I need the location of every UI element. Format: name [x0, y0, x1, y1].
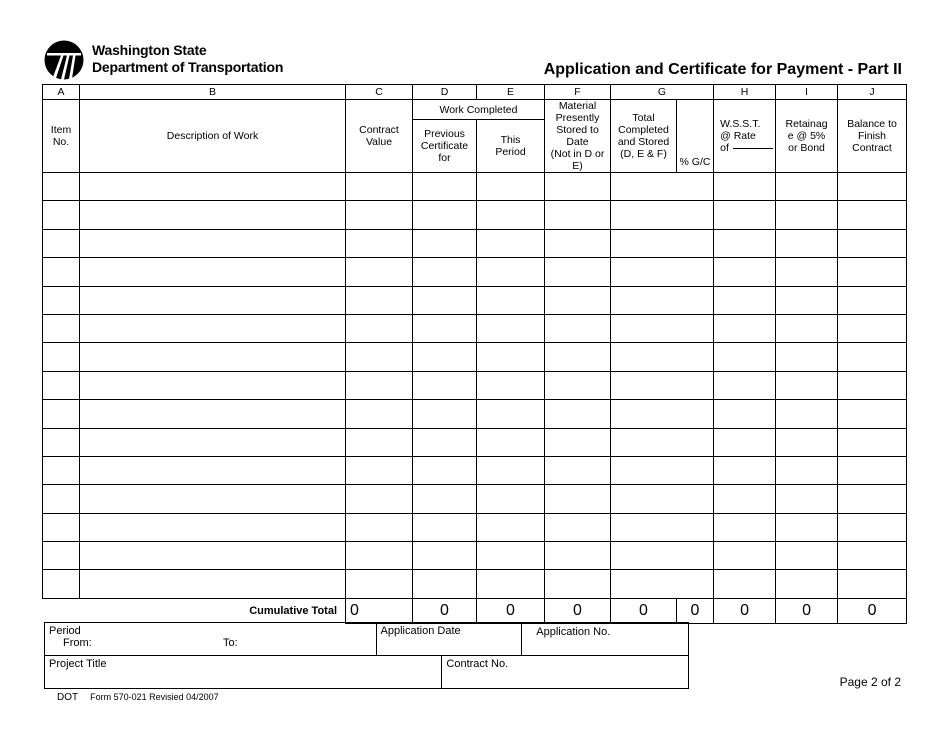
previous-certificate-cell[interactable]	[413, 428, 477, 456]
pct-gc-header: % G/C	[677, 100, 714, 173]
material-cell[interactable]	[545, 485, 611, 513]
retainage-cell[interactable]	[776, 258, 838, 286]
wsst-cell[interactable]	[714, 428, 776, 456]
retainage-cell[interactable]	[776, 201, 838, 229]
retainage-cell[interactable]	[776, 570, 838, 598]
material-cell[interactable]	[545, 229, 611, 257]
material-cell[interactable]	[545, 456, 611, 484]
table-row	[43, 201, 907, 229]
previous-certificate-cell[interactable]	[413, 343, 477, 371]
previous-certificate-cell[interactable]	[413, 173, 477, 201]
contract-value-cell[interactable]	[346, 314, 413, 342]
contract-value-cell[interactable]	[346, 371, 413, 399]
application-date-field[interactable]: Application Date	[376, 623, 522, 656]
retainage-cell[interactable]	[776, 513, 838, 541]
col-letter-b: B	[80, 85, 346, 100]
previous-certificate-cell[interactable]	[413, 201, 477, 229]
item-no-cell[interactable]	[43, 201, 80, 229]
retainage-cell[interactable]	[776, 173, 838, 201]
balance-cell[interactable]	[838, 570, 907, 598]
contract-value-cell[interactable]	[346, 400, 413, 428]
material-cell[interactable]	[545, 513, 611, 541]
previous-certificate-cell[interactable]	[413, 456, 477, 484]
wsst-cell[interactable]	[714, 485, 776, 513]
balance-cell[interactable]	[838, 173, 907, 201]
work-completed-header: Work Completed	[413, 100, 545, 120]
wsst-cell[interactable]	[714, 542, 776, 570]
description-cell[interactable]	[80, 173, 346, 201]
retainage-cell[interactable]	[776, 229, 838, 257]
to-label: To:	[223, 637, 238, 649]
wsst-cell[interactable]	[714, 286, 776, 314]
retainage-cell[interactable]	[776, 314, 838, 342]
this-period-cell[interactable]	[477, 201, 545, 229]
this-period-cell[interactable]	[477, 542, 545, 570]
previous-certificate-cell[interactable]	[413, 314, 477, 342]
description-cell[interactable]	[80, 286, 346, 314]
table-row	[43, 542, 907, 570]
total-completed-header: Total Completed and Stored (D, E & F)	[611, 100, 677, 173]
material-cell[interactable]	[545, 286, 611, 314]
table-row	[43, 229, 907, 257]
wsst-cell[interactable]	[714, 371, 776, 399]
previous-certificate-cell[interactable]	[413, 229, 477, 257]
table-row	[43, 371, 907, 399]
previous-certificate-header: Previous Certificate for	[413, 120, 477, 173]
material-cell[interactable]	[545, 542, 611, 570]
retainage-cell[interactable]	[776, 286, 838, 314]
retainage-cell[interactable]	[776, 428, 838, 456]
header-row	[43, 100, 907, 120]
item-no-cell[interactable]	[43, 314, 80, 342]
description-cell[interactable]	[80, 201, 346, 229]
retainage-cell[interactable]	[776, 542, 838, 570]
footer-form-number: Form 570-021 Revisied 04/2007	[90, 692, 219, 702]
description-cell[interactable]	[80, 314, 346, 342]
material-cell[interactable]	[545, 343, 611, 371]
material-cell[interactable]	[545, 314, 611, 342]
contract-value-header: Contract Value	[346, 100, 413, 173]
contract-value-cell[interactable]	[346, 201, 413, 229]
total-completed-cell[interactable]	[611, 456, 714, 484]
description-cell[interactable]	[80, 456, 346, 484]
wsdot-logo-icon	[44, 40, 84, 80]
this-period-cell[interactable]	[477, 570, 545, 598]
total-pct-gc[interactable]: 0	[677, 598, 714, 623]
previous-certificate-cell[interactable]	[413, 286, 477, 314]
total-retainage[interactable]: 0	[776, 598, 838, 623]
total-balance[interactable]: 0	[838, 598, 907, 623]
col-letter-j: J	[838, 85, 907, 100]
page-number: Page 2 of 2	[839, 675, 901, 689]
col-letter-i: I	[776, 85, 838, 100]
wsst-cell[interactable]	[714, 570, 776, 598]
material-cell[interactable]	[545, 570, 611, 598]
this-period-cell[interactable]	[477, 428, 545, 456]
item-no-cell[interactable]	[43, 513, 80, 541]
this-period-cell[interactable]	[477, 173, 545, 201]
info-table	[44, 622, 689, 689]
item-no-cell[interactable]	[43, 173, 80, 201]
item-no-cell[interactable]	[43, 258, 80, 286]
balance-header: Balance to Finish Contract	[838, 100, 907, 173]
cumulative-total-row	[43, 598, 907, 623]
item-no-cell[interactable]	[43, 570, 80, 598]
retainage-header: Retainag e @ 5% or Bond	[776, 100, 838, 173]
retainage-cell[interactable]	[776, 343, 838, 371]
description-header: Description of Work	[80, 100, 346, 173]
previous-certificate-cell[interactable]	[413, 258, 477, 286]
description-cell[interactable]	[80, 229, 346, 257]
contract-value-cell[interactable]	[346, 570, 413, 598]
item-no-cell[interactable]	[43, 343, 80, 371]
this-period-cell[interactable]	[477, 371, 545, 399]
wsst-cell[interactable]	[714, 456, 776, 484]
total-completed-cell[interactable]	[611, 343, 714, 371]
footer-dot: DOT	[57, 692, 79, 703]
wsst-header: W.S.S.T. @ Rate of	[714, 100, 776, 173]
total-previous-certificate[interactable]: 0	[413, 598, 477, 623]
balance-cell[interactable]	[838, 314, 907, 342]
table-row	[43, 286, 907, 314]
this-period-cell[interactable]	[477, 229, 545, 257]
payment-table	[42, 84, 907, 624]
retainage-cell[interactable]	[776, 485, 838, 513]
contract-value-cell[interactable]	[346, 286, 413, 314]
balance-cell[interactable]	[838, 456, 907, 484]
contract-value-cell[interactable]	[346, 229, 413, 257]
item-no-cell[interactable]	[43, 229, 80, 257]
balance-cell[interactable]	[838, 258, 907, 286]
col-letter-c: C	[346, 85, 413, 100]
contract-value-cell[interactable]	[346, 456, 413, 484]
total-completed-cell[interactable]	[611, 229, 714, 257]
cumulative-total-label: Cumulative Total	[80, 598, 346, 623]
retainage-cell[interactable]	[776, 456, 838, 484]
description-cell[interactable]	[80, 258, 346, 286]
contract-value-cell[interactable]	[346, 428, 413, 456]
material-cell[interactable]	[545, 371, 611, 399]
balance-cell[interactable]	[838, 229, 907, 257]
table-row	[43, 570, 907, 598]
material-cell[interactable]	[545, 258, 611, 286]
table-row	[43, 456, 907, 484]
wsst-cell[interactable]	[714, 314, 776, 342]
col-letter-a: A	[43, 85, 80, 100]
item-no-cell[interactable]	[43, 286, 80, 314]
previous-certificate-cell[interactable]	[413, 570, 477, 598]
wsst-cell[interactable]	[714, 400, 776, 428]
retainage-cell[interactable]	[776, 400, 838, 428]
total-completed-cell[interactable]	[611, 570, 714, 598]
material-cell[interactable]	[545, 201, 611, 229]
item-no-cell[interactable]	[43, 428, 80, 456]
item-no-header: Item No.	[43, 100, 80, 173]
wsst-cell[interactable]	[714, 201, 776, 229]
table-row	[43, 258, 907, 286]
wsst-cell[interactable]	[714, 513, 776, 541]
balance-cell[interactable]	[838, 371, 907, 399]
total-material[interactable]: 0	[545, 598, 611, 623]
description-cell[interactable]	[80, 513, 346, 541]
col-letter-d: D	[413, 85, 477, 100]
item-no-cell[interactable]	[43, 371, 80, 399]
previous-certificate-cell[interactable]	[413, 513, 477, 541]
contract-value-cell[interactable]	[346, 513, 413, 541]
wsst-cell[interactable]	[714, 343, 776, 371]
application-no-field[interactable]: Application No.	[522, 623, 689, 656]
previous-certificate-cell[interactable]	[413, 400, 477, 428]
balance-cell[interactable]	[838, 542, 907, 570]
total-contract-value[interactable]: 0	[346, 598, 413, 623]
period-field[interactable]: Period From: To:	[45, 623, 377, 656]
description-cell[interactable]	[80, 542, 346, 570]
previous-certificate-cell[interactable]	[413, 371, 477, 399]
description-cell[interactable]	[80, 371, 346, 399]
this-period-cell[interactable]	[477, 456, 545, 484]
wsst-cell[interactable]	[714, 173, 776, 201]
project-title-field[interactable]: Project Title	[45, 656, 442, 689]
balance-cell[interactable]	[838, 428, 907, 456]
item-no-cell[interactable]	[43, 400, 80, 428]
description-cell[interactable]	[80, 428, 346, 456]
material-cell[interactable]	[545, 173, 611, 201]
agency-name-line1: Washington State	[92, 42, 207, 58]
column-letter-row	[43, 85, 907, 100]
this-period-cell[interactable]	[477, 513, 545, 541]
table-row	[43, 513, 907, 541]
wsst-cell[interactable]	[714, 229, 776, 257]
balance-cell[interactable]	[838, 485, 907, 513]
form-title: Application and Certificate for Payment - Part II	[543, 61, 902, 78]
total-completed-cell[interactable]	[611, 428, 714, 456]
total-completed-cell[interactable]	[611, 542, 714, 570]
description-cell[interactable]	[80, 485, 346, 513]
item-no-cell[interactable]	[43, 485, 80, 513]
wsdot-logo	[44, 40, 284, 82]
table-row	[43, 428, 907, 456]
table-row	[43, 400, 907, 428]
total-completed-cell[interactable]	[611, 173, 714, 201]
form-footer	[57, 692, 219, 703]
previous-certificate-cell[interactable]	[413, 542, 477, 570]
total-this-period[interactable]: 0	[477, 598, 545, 623]
item-no-cell[interactable]	[43, 542, 80, 570]
balance-cell[interactable]	[838, 286, 907, 314]
balance-cell[interactable]	[838, 201, 907, 229]
item-no-cell[interactable]	[43, 456, 80, 484]
this-period-cell[interactable]	[477, 258, 545, 286]
from-label: From:	[63, 637, 92, 649]
this-period-cell[interactable]	[477, 343, 545, 371]
total-completed-cell[interactable]	[611, 286, 714, 314]
balance-cell[interactable]	[838, 513, 907, 541]
total-wsst[interactable]: 0	[714, 598, 776, 623]
previous-certificate-cell[interactable]	[413, 485, 477, 513]
total-completed-cell[interactable]	[611, 371, 714, 399]
col-letter-g: G	[611, 85, 714, 100]
col-letter-e: E	[477, 85, 545, 100]
total-completed-cell[interactable]	[611, 201, 714, 229]
table-row	[43, 314, 907, 342]
this-period-cell[interactable]	[477, 485, 545, 513]
table-row	[43, 343, 907, 371]
wsst-cell[interactable]	[714, 258, 776, 286]
total-completed-cell[interactable]	[611, 258, 714, 286]
description-cell[interactable]	[80, 343, 346, 371]
total-completed-cell[interactable]	[611, 513, 714, 541]
balance-cell[interactable]	[838, 400, 907, 428]
total-completed-cell[interactable]	[611, 400, 714, 428]
contract-value-cell[interactable]	[346, 258, 413, 286]
material-stored-header: Material Presently Stored to Date (Not in D or E)	[545, 100, 611, 173]
total-completed[interactable]: 0	[611, 598, 677, 623]
contract-value-cell[interactable]	[346, 485, 413, 513]
total-completed-cell[interactable]	[611, 485, 714, 513]
retainage-cell[interactable]	[776, 371, 838, 399]
contract-no-field[interactable]: Contract No.	[442, 656, 689, 689]
material-cell[interactable]	[545, 400, 611, 428]
agency-name-line2: Department of Transportation	[92, 59, 284, 75]
this-period-cell[interactable]	[477, 400, 545, 428]
this-period-cell[interactable]	[477, 286, 545, 314]
table-row	[43, 173, 907, 201]
this-period-cell[interactable]	[477, 314, 545, 342]
balance-cell[interactable]	[838, 343, 907, 371]
material-cell[interactable]	[545, 428, 611, 456]
description-cell[interactable]	[80, 400, 346, 428]
col-letter-f: F	[545, 85, 611, 100]
contract-value-cell[interactable]	[346, 173, 413, 201]
this-period-header: This Period	[477, 120, 545, 173]
total-completed-cell[interactable]	[611, 314, 714, 342]
description-cell[interactable]	[80, 570, 346, 598]
contract-value-cell[interactable]	[346, 343, 413, 371]
table-row	[43, 485, 907, 513]
col-letter-h: H	[714, 85, 776, 100]
contract-value-cell[interactable]	[346, 542, 413, 570]
